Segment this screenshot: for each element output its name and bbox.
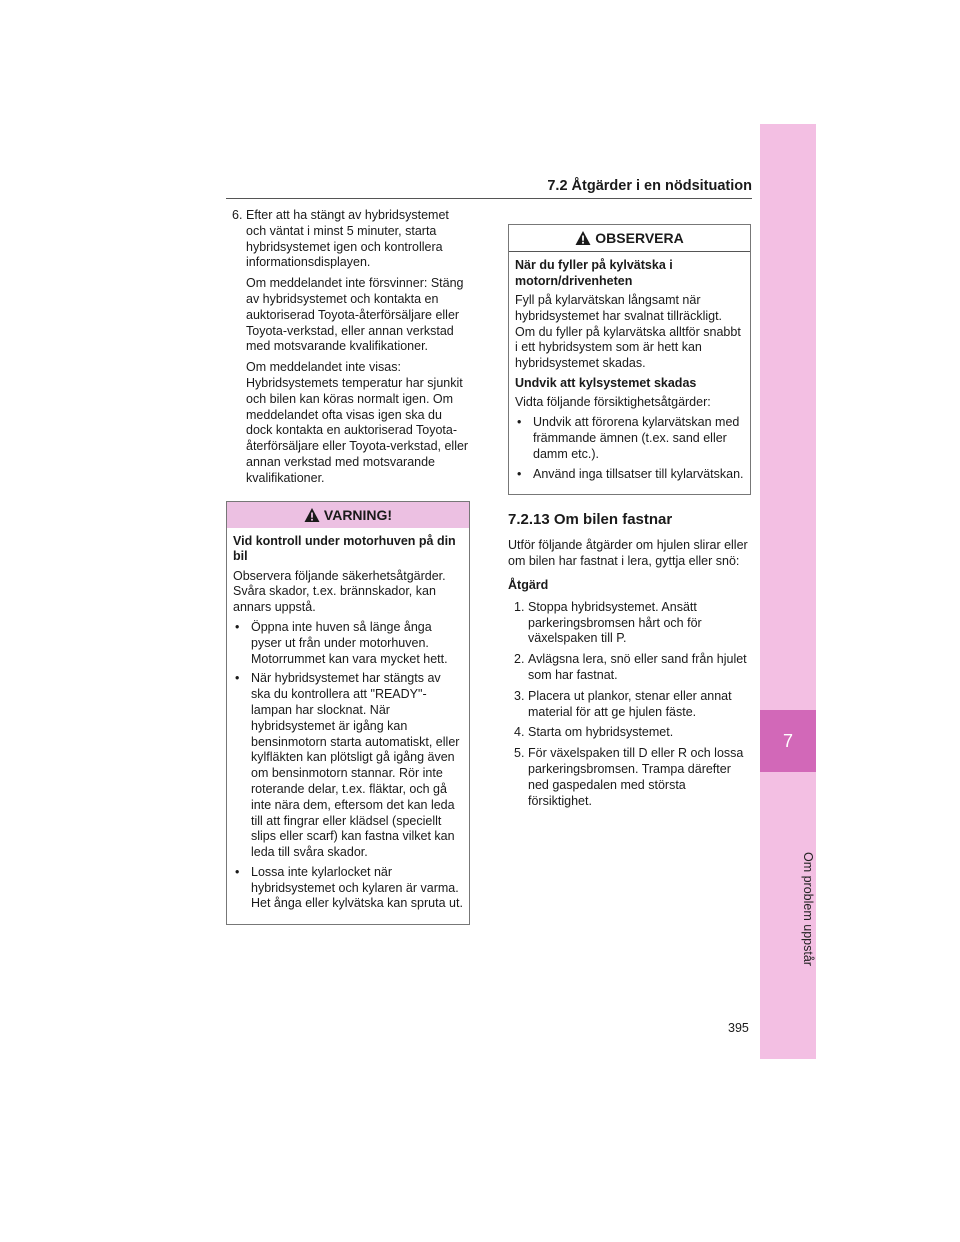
step-number: 4. (514, 725, 525, 740)
action-step (508, 652, 751, 684)
header-rule (226, 198, 752, 199)
action-step (508, 689, 751, 721)
notice-heading-2: Undvik att kylsystemet skadas (515, 375, 697, 390)
caution-icon (575, 230, 591, 246)
notice-box (508, 224, 751, 495)
warning-intro: Observera följande säkerhetsåtgärder. Svåra skador, t.ex. brännskador, kan annars uppstå. (233, 568, 446, 615)
action-step (508, 600, 751, 647)
warning-bullet: • Lossa inte kylarlocket när hybridsystemet och kylaren är varma. Het ånga eller kylvätska kan spruta ut. (233, 865, 463, 912)
step-number: 5. (514, 746, 525, 761)
chapter-label (748, 852, 828, 892)
step-text: Avlägsna lera, snö eller sand från hjulet som har fastnat. (528, 652, 747, 683)
section-title: 7.2.13 Om bilen fastnar (508, 511, 673, 529)
step-text: Starta om hybridsystemet. (528, 725, 674, 740)
step-6-para-1: Om meddelandet inte försvinner: Stäng av hybridsystemet och kontakta en auktoriserad Toyota-återförsäljare eller Toyota-verkstad, eller annan verkstad med motsvarande kvalifikationer. (246, 276, 464, 354)
step-text: Placera ut plankor, stenar eller annat material för att ge hjulen fäste. (528, 688, 732, 719)
step-text: Efter att ha stängt av hybridsystemet och väntat i minst 5 minuter, starta hybridsystemet igen och kontrollera informationsdisplayen. (246, 208, 449, 270)
warning-icon (304, 507, 320, 523)
notice-text-1: Fyll på kylarvätskan långsamt när hybridsystemet har svalnat tillräckligt. Om du fyller på kylarvätska alltför snabbt i ett hybridsystem som är hett kan hybridsystemet skadas. (515, 293, 741, 371)
step-6-para-2: Om meddelandet inte visas: Hybridsystemets temperatur har sjunkit och bilen kan köras normalt igen. Om meddelandet ofta visas igen ska du dock kontakta en auktoriserad Toyota-återförsäljare eller Toyota-verkstad, eller annan verkstad med motsvarande kvalifikationer. (246, 360, 469, 485)
action-label: Åtgärd (508, 578, 549, 593)
left-column (226, 208, 470, 925)
notice-body (509, 252, 750, 494)
step-number: 2. (514, 652, 525, 667)
right-column (508, 224, 751, 814)
section-header: 7.2 Åtgärder i en nödsituation (547, 178, 752, 194)
warning-body (227, 528, 469, 925)
warning-box (226, 501, 470, 926)
warning-bullet: • Öppna inte huven så länge ånga pyser ut från under motorhuven. Motorrummet kan vara mycket hett. (233, 620, 463, 667)
notice-bullet: • Undvik att förorena kylarvätskan med främmande ämnen (t.ex. sand eller damm etc.). (515, 415, 744, 462)
step-text: Stoppa hybridsystemet. Ansätt parkeringsbromsen hårt och för växelspaken till P. (528, 599, 702, 646)
warning-title: VARNING! (323, 506, 393, 523)
step-number: 3. (514, 688, 525, 703)
warning-header (227, 502, 469, 528)
notice-text-2: Vidta följande försiktighetsåtgärder: (515, 395, 711, 410)
section-intro: Utför följande åtgärder om hjulen slirar eller om bilen har fastnat i lera, gyttja eller snö: (508, 538, 748, 569)
notice-title: OBSERVERA (595, 230, 684, 246)
step-number: 6. (232, 208, 243, 222)
action-step (508, 725, 751, 741)
warning-heading: Vid kontroll under motorhuven på din bil (233, 533, 456, 564)
step-number: 1. (514, 599, 525, 614)
action-step (508, 746, 751, 809)
notice-header (509, 225, 750, 252)
page-number: 395 (728, 1021, 749, 1035)
step-6 (226, 208, 470, 271)
notice-heading-1: När du fyller på kylvätska i motorn/drivenheten (515, 258, 673, 288)
notice-bullet: • Använd inga tillsatser till kylarvätskan. (515, 467, 744, 483)
step-text: För växelspaken till D eller R och lossa parkeringsbromsen. Trampa därefter ned gaspedalen med största försiktighet. (528, 746, 744, 808)
chapter-number: 7 (760, 710, 816, 772)
warning-bullet: • När hybridsystemet har stängts av ska du kontrollera att "READY"-lampan har slocknat. När hybridsystemet är igång kan bensinmotorn starta automatiskt, eller kylfläkten kan plötsligt gå igång även om bensinmotorn stannar. Rör inte roterande delar, t.ex. fläktar, och gå inte nära dem, eftersom det kan leda till att fingrar eller klädsel (speciellt slips eller scarf) kan fastna vilket kan leda till svåra skador. (233, 671, 463, 861)
